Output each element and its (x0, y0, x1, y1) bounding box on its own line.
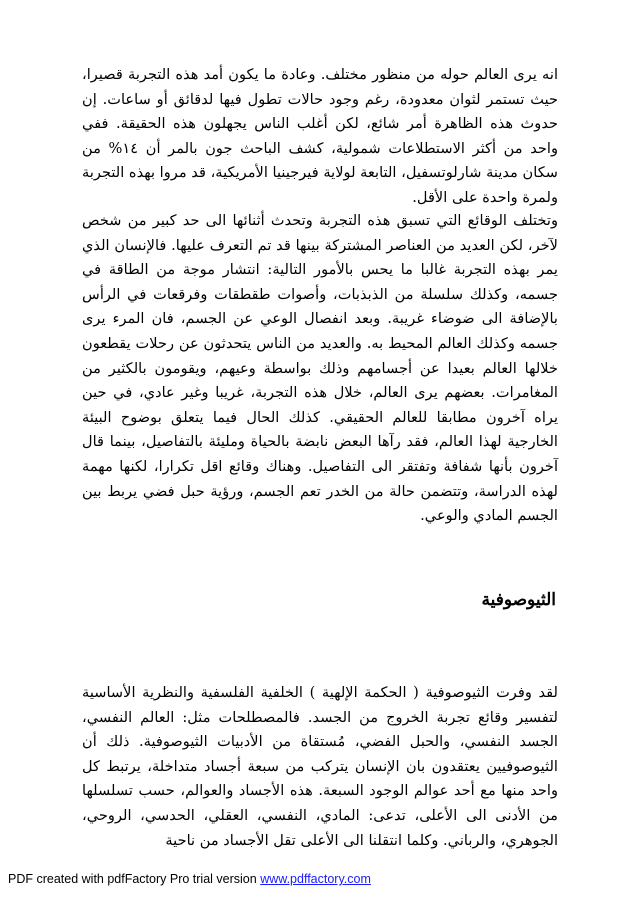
pdf-footer (8, 872, 371, 886)
paragraph-experience-details: وتختلف الوقائع التي تسبق هذه التجربة وتحدث أثنائها الى حد كبير من شخص لآخر، لكن العديد من العناصر المشتركة بينها قد تم التعرف عليها. فالإنسان الذي يمر بهذه التجربة غالبا ما يحس بالأمور التالية: انتشار موجة من الطاقة في جسمه، وكذلك سلسلة من الذبذبات، وأصوات طقطقات وفرقعات في الرأس بالإضافة الى ضوضاء غريبة. وبعد انفصال الوعي عن الجسم، فان المرء يرى جسمه وكذلك العالم المحيط به. والعديد من الناس يتحدثون عن رحلات يقطعون خلالها العالم بعيدا عن أجسامهم وذلك بواسطة وعيهم، ويقومون بالكثير من المغامرات. بعضهم يرى العالم، خلال هذه التجربة، غريبا وغير عادي، في حين يراه آخرون مطابقا للعالم الحقيقي. كذلك الحال فيما يتعلق بوضوح البيئة الخارجية لهذا العالم، فقد رآها البعض نابضة بالحياة ومليئة بالتفاصيل، بينما قال آخرون بأنها شفافة وتفتقر الى التفاصيل. وهناك وقائع اقل تكرارا، لكنها مهمة لهذه الدراسة، وتتضمن حالة من الخدر تعم الجسم، ورؤية حبل فضي يربط بين الجسم المادي والوعي. (82, 212, 558, 525)
paragraph-out-of-body-intro: انه يرى العالم حوله من منظور مختلف. وعادة ما يكون أمد هذه التجربة قصيرا، حيث تستمر لثوان معدودة، رغم وجود حالات تطول فيها لدقائق أو ساعات. إن حدوث هذه الظاهرة أمر شائع، لكن أغلب الناس يجهلون هذه الحقيقة. ففي واحد من أكثر الاستطلاعات شمولية، كشف الباحث جون بالمر أن ١٤% من سكان مدينة شارلوتسفيل، التابعة لولاية فيرجينيا الأمريكية، قد مروا بهذه التجربة ولمرة واحدة على الأقل. (82, 66, 558, 206)
footer-link[interactable]: www.pdffactory.com (260, 872, 371, 886)
section-heading: الثيوصوفية (481, 590, 556, 610)
paragraph-theosophy: لقد وفرت الثيوصوفية ( الحكمة الإلهية ) الخلفية الفلسفية والنظرية الأساسية لتفسير وقائع تجربة الخروج من الجسد. فالمصطلحات مثل: العالم النفسي، الجسد النفسي، والحبل الفضي، مُستقاة من الأدبيات الثيوصوفية. ذلك أن الثيوصوفيين يعتقدون بان الإنسان يتركب من سبعة أجساد متداخلة، يرتبط كل واحد منها مع أحد عوالم الوجود السبعة. هذه الأجساد والعوالم، حسب تسلسلها من الأدنى الى الأعلى، تدعى: المادي، النفسي، العقلي، الحدسي، الروحي، الجوهري، والرباني. وكلما انتقلنا الى الأعلى تقل الأجساد من ناحية (82, 684, 558, 849)
footer-text: PDF created with pdfFactory Pro trial version (8, 872, 261, 886)
